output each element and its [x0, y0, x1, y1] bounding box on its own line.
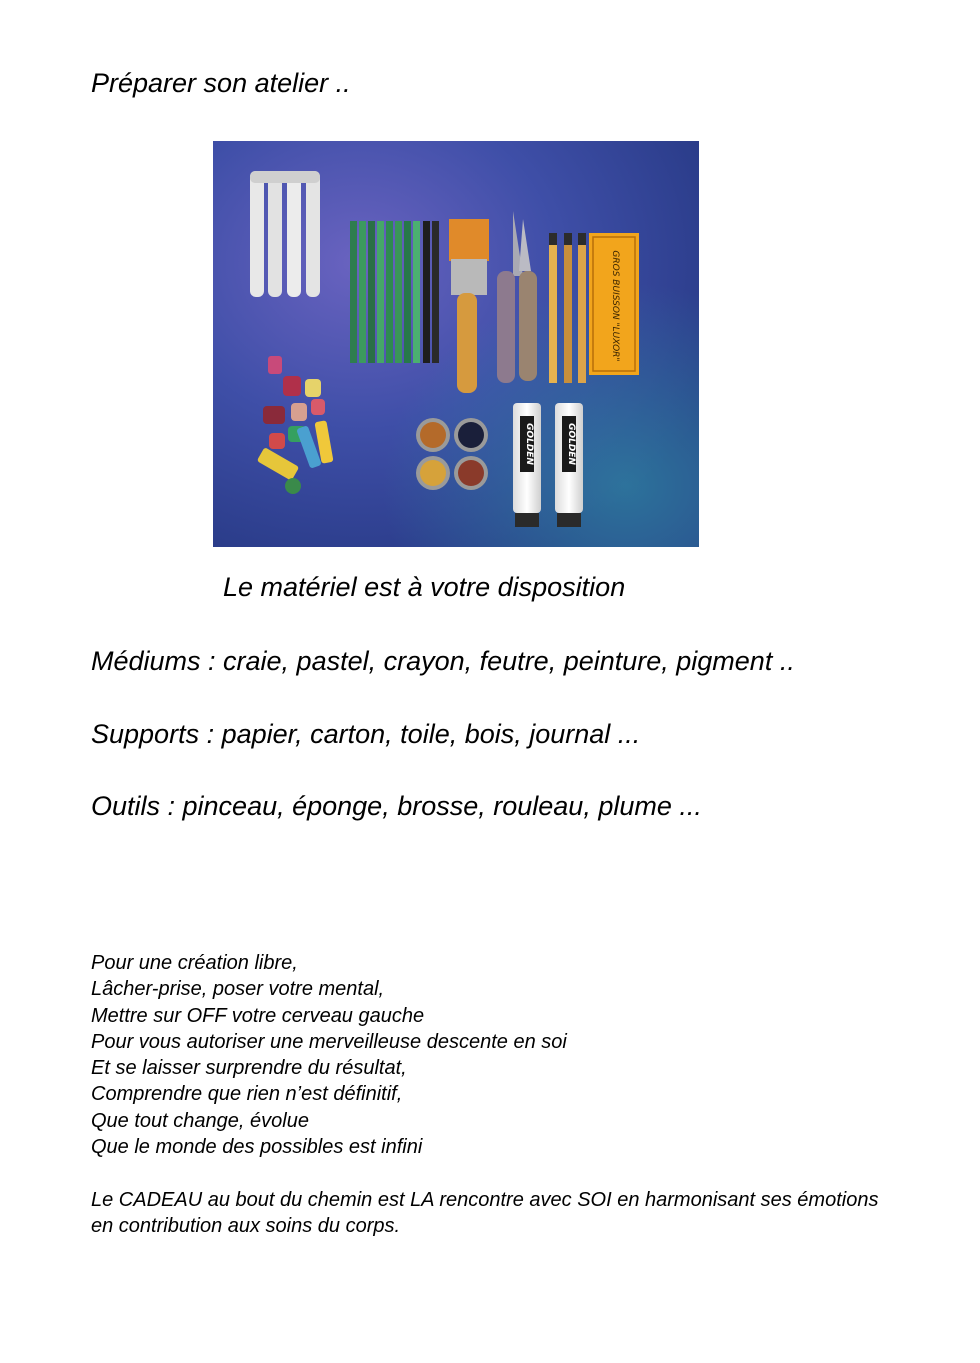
supports-line: Supports : papier, carton, toile, bois, journal ... [91, 719, 641, 749]
mediums-line: Médiums : craie, pastel, crayon, feutre, peinture, pigment .. [91, 646, 795, 676]
poem-line: Que le monde des possibles est infini [91, 1136, 423, 1159]
poem-line: Pour une création libre, [91, 952, 298, 974]
photo-caption: Le matériel est à votre disposition [223, 572, 626, 602]
svg-text:GROS BUISSON "LUXOR": GROS BUISSON "LUXOR" [610, 250, 620, 362]
round-brushes [549, 233, 586, 383]
closing-paragraph: Le CADEAU au bout du chemin est LA rencontre avec SOI en harmonisant ses émotions en contribution aux soins du corps. [91, 1189, 879, 1238]
outils-line: Outils : pinceau, éponge, brosse, rouleau, plume ... [91, 791, 702, 821]
poem-line: Comprendre que rien n’est définitif, [91, 1083, 403, 1106]
page-title: Préparer son atelier .. [91, 68, 351, 98]
svg-text:GOLDEN: GOLDEN [566, 423, 576, 465]
poem-line: Et se laisser surprendre du résultat, [91, 1057, 407, 1080]
poem-line: Pour vous autoriser une merveilleuse descente en soi [91, 1030, 567, 1053]
art-supplies-photo [213, 141, 699, 547]
luxor-box [589, 233, 639, 375]
svg-text:GOLDEN: GOLDEN [524, 423, 534, 465]
poem-line: Que tout change, évolue [91, 1109, 309, 1132]
poem-line: Mettre sur OFF votre cerveau gauche [91, 1004, 425, 1027]
poem-list [91, 950, 567, 1160]
poem-line: Lâcher-prise, poser votre mental, [91, 978, 385, 1001]
